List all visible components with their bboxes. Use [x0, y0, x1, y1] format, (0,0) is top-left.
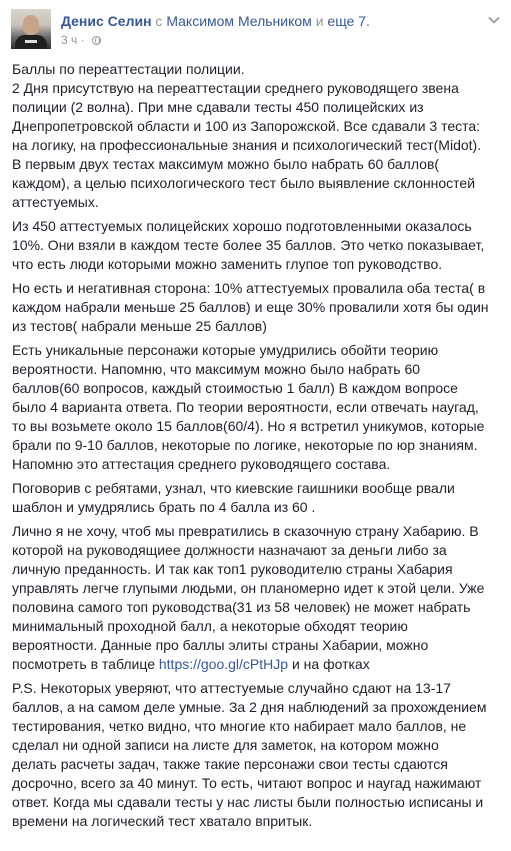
author-name-link[interactable]: Денис Селин	[61, 13, 152, 29]
with-word: с	[155, 13, 163, 29]
text-segment: и на фотках	[288, 656, 370, 672]
text-line: на логику, на профессиональные знания и психологический тест(Midot).	[12, 137, 482, 153]
text-line: управлять легче глупыми людьми, он планомерно идет к этой цели. Уже	[12, 580, 485, 596]
post-header	[0, 0, 511, 58]
text-line: что есть люди которыми можно заменить глупое топ руководство.	[12, 256, 443, 272]
text-line: которой на руководящиее должности назначают за деньги либо за	[12, 542, 447, 558]
others-link[interactable]: еще 7.	[327, 13, 370, 29]
text-segment: посмотреть в таблице	[12, 656, 159, 672]
text-line: то вы возьмете около 15 баллов(60/4). Но я встретил уникумов, которые	[12, 418, 485, 434]
text-line: Но есть и негативная сторона: 10% аттестуемых провалила оба теста( в	[12, 280, 486, 296]
globe-icon	[92, 36, 101, 45]
post-text	[12, 60, 503, 836]
text-line: тестирования, четко видно, что многие кто набирает мало баллов, не	[12, 718, 467, 734]
and-word: и	[315, 13, 324, 29]
tagged-person-link[interactable]: Максимом Мельником	[166, 13, 312, 29]
text-line: сделал ни одной записи на листе для заметок, на котором можно	[12, 737, 439, 753]
paragraph	[12, 479, 503, 517]
text-line: шаблон и умудрялись брать по 4 балла из 60 .	[12, 499, 316, 515]
text-line: личную преданность. И так как топ1 руководителю страны Хабария	[12, 561, 453, 577]
text-line: было 4 варианта ответа. По теории вероятности, если отвечать наугад,	[12, 399, 479, 415]
text-line: баллов(60 вопросов, каждый стоимостью 1 балл) В каждом вопросе	[12, 380, 458, 396]
text-line: Поговорив с ребятами, узнал, что киевские гаишники вообще рвали	[12, 480, 455, 496]
text-line: брали по 9-10 баллов, некоторые по логике, некоторые по юр знаниям.	[12, 437, 478, 453]
text-line: 10%. Они взяли в каждом тесте более 35 баллов. Это четко показывает,	[12, 237, 485, 253]
text-line: баллов, а на самом деле умные. За 2 дня наблюдений за прохождением	[12, 699, 487, 715]
text-line: Баллы по переаттестации полиции.	[12, 61, 245, 77]
text-line: Есть уникальные персонажи которые умудрились обойти теорию	[12, 342, 439, 358]
text-line: Днепропетровской области и 100 из Запорожской. Все сдавали 3 теста:	[12, 118, 481, 134]
text-line: аттестуемых.	[12, 194, 99, 210]
text-line: каждом набрали меньше 25 баллов) и еще 30% провалили хотя бы один	[12, 299, 489, 315]
text-line: каждом), а целью психологического тест было выявление склонностей	[12, 175, 476, 191]
text-line: времени на логический тест хватало впритык.	[12, 813, 313, 829]
author-line	[61, 12, 370, 30]
paragraph	[12, 522, 503, 674]
paragraph	[12, 341, 503, 474]
text-line: 2 Дня присутствую на переаттестации среднего руководящего звена	[12, 80, 459, 96]
paragraph	[12, 679, 503, 831]
post-meta: 3 ч ·	[61, 33, 101, 47]
paragraph	[12, 279, 503, 336]
text-line: Лично я не хочу, чтоб мы превратились в сказочную страну Хабарию. В	[12, 523, 479, 539]
chevron-down-icon[interactable]	[487, 13, 501, 27]
text-line: вероятности. Данные про баллы элиты страны Хабарии, можно	[12, 637, 429, 653]
text-line: вероятности. Напомню, что максимум можно было набрать 60	[12, 361, 421, 377]
paragraph	[12, 60, 503, 212]
avatar[interactable]	[11, 9, 51, 49]
text-line: ответ. Когда мы сдавали тесты у нас листы были полностью исписаны и	[12, 794, 484, 810]
text-line: минимальный проходной балл, а некоторые обходят теорию	[12, 618, 408, 634]
text-line: полиции (2 волна). При мне сдавали тесты 450 полицейских из	[12, 99, 424, 115]
text-line: Напомню это аттестация среднего руководящего состава.	[12, 456, 391, 472]
text-line: половина самого топ руководства(31 из 58 человек) не может набрать	[12, 599, 471, 615]
text-line: P.S. Некоторых уверяют, что аттестуемые случайно сдают на 13-17	[12, 680, 451, 696]
text-line	[12, 655, 503, 674]
text-line: делать расчеты задач, также такие персонажи свои тесты сдаются	[12, 756, 448, 772]
table-link[interactable]: https://goo.gl/cPtHJp	[158, 656, 289, 672]
text-line: досрочно, всего за 40 минут. То есть, читают вопрос и наугад нажимают	[12, 775, 482, 791]
text-line: В первым двух тестах максимум можно было набрать 60 баллов(	[12, 156, 440, 172]
text-line: из тестов( набрали меньше 25 баллов)	[12, 318, 267, 334]
post-time-link[interactable]: 3 ч	[61, 33, 78, 47]
text-line: Из 450 аттестуемых полицейских хорошо подготовленными оказалось	[12, 218, 472, 234]
paragraph	[12, 217, 503, 274]
